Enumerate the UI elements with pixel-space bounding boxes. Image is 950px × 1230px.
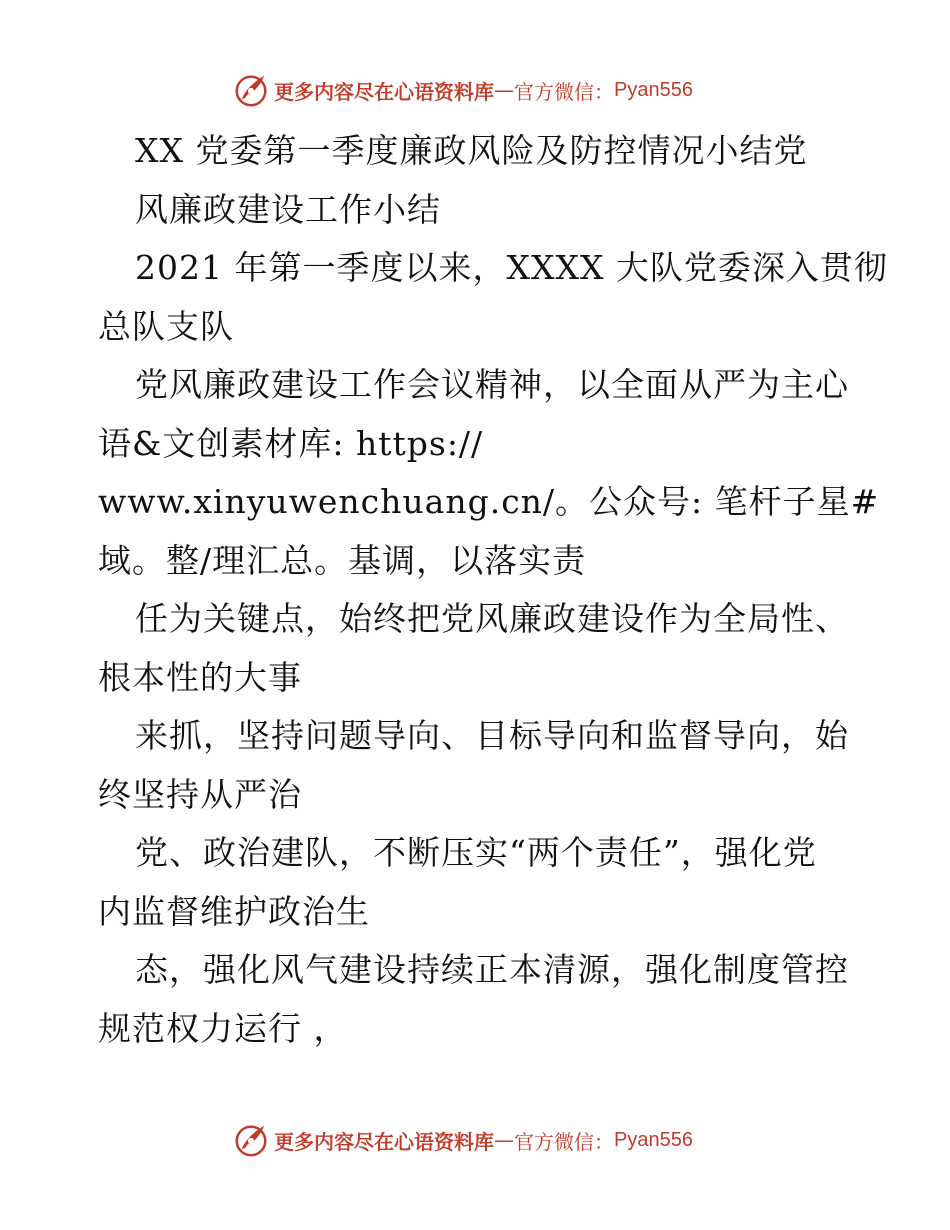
text-line: 态，强化风气建设持续正本清源，强化制度管控 — [135, 950, 849, 989]
footer-banner — [232, 1120, 693, 1160]
text-line: 风廉政建设工作小结 — [135, 189, 441, 229]
text-line: 党、政治建队，不断压实“两个责任”，强化党 — [135, 833, 817, 872]
text-line: 党风廉政建设工作会议精神，以全面从严为主心 — [135, 365, 849, 404]
header-banner — [232, 70, 693, 110]
text-line: 根本性的大事 — [98, 657, 302, 697]
text-line: 域。整/理汇总。基调，以落实责 — [98, 540, 587, 580]
text-line: 语&文创素材库: https:// — [98, 423, 484, 463]
banner-title: 更多内容尽在心语资料库 — [274, 1129, 494, 1154]
text-line: 2021 年第一季度以来，XXXX 大队党委深入贯彻 — [135, 248, 888, 287]
banner-wechat-id: Pyan556 — [614, 78, 693, 101]
banner-wechat-label: 官方微信： — [514, 1129, 614, 1154]
text-line: XX 党委第一季度廉政风险及防控情况小结党 — [135, 131, 808, 170]
banner-wechat-id: Pyan556 — [614, 1128, 693, 1151]
text-line: www.xinyuwenchuang.cn/。公众号: 笔杆子星# — [98, 482, 880, 521]
text-line: 总队支队 — [98, 306, 234, 346]
text-line: 终坚持从严治 — [98, 774, 302, 814]
banner-title: 更多内容尽在心语资料库 — [274, 79, 494, 104]
text-line: 内监督维护政治生 — [98, 891, 370, 931]
banner-dash: — — [494, 1128, 514, 1152]
text-line: 规范权力运行 ， — [98, 1008, 348, 1048]
text-line: 任为关键点，始终把党风廉政建设作为全局性、 — [135, 599, 849, 638]
document-body — [98, 122, 888, 1058]
quill-logo-icon — [232, 71, 270, 109]
banner-wechat-label: 官方微信： — [514, 79, 614, 104]
quill-logo-icon — [232, 1121, 270, 1159]
text-line: 来抓，坚持问题导向、目标导向和监督导向，始 — [135, 716, 849, 755]
banner-dash: — — [494, 78, 514, 102]
